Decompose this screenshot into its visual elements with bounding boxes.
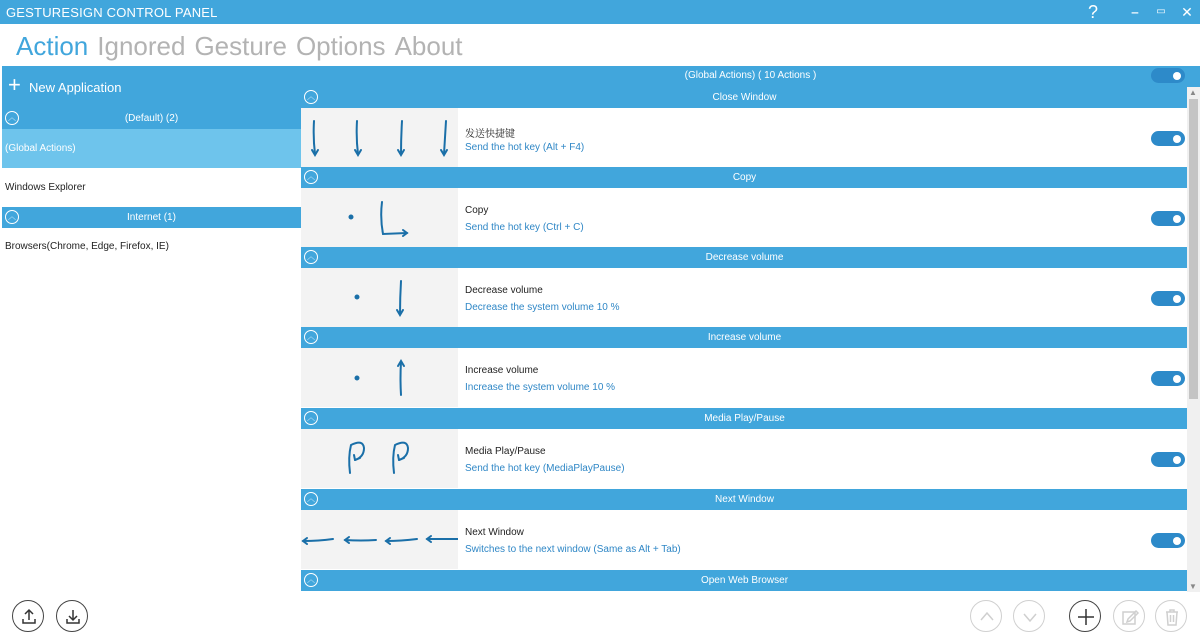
app-item-global-actions[interactable]: (Global Actions) [2, 129, 301, 168]
close-button[interactable]: ✕ [1181, 4, 1193, 20]
action-description: Send the hot key (Ctrl + C) [465, 222, 584, 233]
action-row[interactable] [301, 510, 1188, 569]
export-button[interactable] [12, 600, 44, 632]
gesture-title: Next Window [715, 494, 774, 505]
action-description: Decrease the system volume 10 % [465, 302, 620, 313]
tab-ignored[interactable]: Ignored [97, 31, 186, 61]
actions-panel [301, 66, 1200, 592]
add-action-button[interactable] [1069, 600, 1101, 632]
action-name: Next Window [465, 527, 524, 538]
tab-about[interactable]: About [394, 31, 463, 61]
collapse-chevron-icon[interactable]: ︿ [304, 170, 318, 184]
new-application-button[interactable] [2, 66, 301, 108]
toggle-knob [1173, 72, 1181, 80]
gesture-title: Copy [732, 172, 757, 183]
vertical-scrollbar[interactable] [1187, 87, 1200, 592]
collapse-chevron-icon[interactable]: ︿ [304, 250, 318, 264]
action-enable-toggle[interactable] [1151, 371, 1185, 386]
actions-header [301, 66, 1200, 87]
toggle-knob [1173, 537, 1181, 545]
app-group-header-internet [2, 207, 301, 228]
toggle-knob [1173, 215, 1181, 223]
app-group-header-default [2, 108, 301, 129]
app-item-windows-explorer[interactable]: Windows Explorer [5, 182, 86, 193]
tab-action[interactable]: Action [16, 31, 89, 61]
gesture-header [301, 247, 1188, 268]
app-item-browsers[interactable]: Browsers(Chrome, Edge, Firefox, IE) [5, 241, 169, 252]
toggle-knob [1173, 295, 1181, 303]
action-name: Increase volume [465, 365, 539, 376]
dot-down-stroke-gesture-icon [301, 268, 458, 327]
maximize-button[interactable]: ▭ [1156, 6, 1166, 17]
import-button[interactable] [56, 600, 88, 632]
add-icon [1070, 601, 1102, 633]
gesture-title: Close Window [712, 92, 777, 103]
collapse-chevron-icon[interactable]: ︿ [304, 492, 318, 506]
action-description: Send the hot key (MediaPlayPause) [465, 463, 625, 474]
two-p-shape-gesture-icon [301, 429, 458, 488]
edit-action-button[interactable] [1113, 600, 1145, 632]
action-row[interactable] [301, 188, 1188, 247]
action-description: Switches to the next window (Same as Alt + Tab) [465, 544, 681, 555]
scroll-up-arrow-icon[interactable]: ▲ [1189, 88, 1197, 97]
main-tabs [16, 30, 463, 62]
app-group-title: (Default) (2) [124, 113, 179, 124]
minimize-button[interactable]: ‒ [1131, 5, 1139, 19]
gesture-header [301, 489, 1188, 510]
gesture-header [301, 408, 1188, 429]
toggle-knob [1173, 375, 1181, 383]
actions-list [301, 87, 1188, 592]
delete-action-button[interactable] [1155, 600, 1187, 632]
export-icon [13, 601, 45, 633]
action-name: Decrease volume [465, 285, 543, 296]
action-row[interactable] [301, 108, 1188, 167]
action-row[interactable] [301, 268, 1188, 327]
tab-gesture[interactable]: Gesture [194, 31, 287, 61]
four-left-strokes-gesture-icon [301, 510, 458, 569]
collapse-chevron-icon[interactable]: ︿ [5, 111, 19, 125]
gesture-header [301, 167, 1188, 188]
collapse-chevron-icon[interactable]: ︿ [304, 330, 318, 344]
action-enable-toggle[interactable] [1151, 452, 1185, 467]
edit-icon [1114, 601, 1146, 633]
move-down-button[interactable] [1013, 600, 1045, 632]
toggle-knob [1173, 456, 1181, 464]
window-title: GESTURESIGN CONTROL PANEL [6, 5, 218, 20]
collapse-chevron-icon[interactable]: ︿ [304, 573, 318, 587]
action-enable-toggle[interactable] [1151, 131, 1185, 146]
collapse-chevron-icon[interactable]: ︿ [304, 90, 318, 104]
action-description: Send the hot key (Alt + F4) [465, 142, 585, 153]
move-up-icon [971, 601, 1003, 633]
plus-icon: + [8, 72, 21, 97]
collapse-chevron-icon[interactable]: ︿ [5, 210, 19, 224]
gesture-title: Media Play/Pause [704, 413, 785, 424]
gesture-title: Increase volume [707, 332, 782, 343]
gesture-header [301, 87, 1188, 108]
actions-header-title: (Global Actions) ( 10 Actions ) [684, 70, 817, 81]
four-down-strokes-gesture-icon [301, 108, 458, 167]
dot-l-shape-gesture-icon [301, 188, 458, 247]
scroll-down-arrow-icon[interactable]: ▼ [1189, 582, 1197, 591]
gesture-header [301, 327, 1188, 348]
app-group-title: Internet (1) [127, 212, 176, 223]
action-name: 发送快捷键 [465, 129, 515, 140]
dot-up-stroke-gesture-icon [301, 348, 458, 407]
application-list-panel [0, 66, 301, 596]
gesture-title: Open Web Browser [700, 575, 789, 586]
action-name: Copy [465, 205, 489, 216]
action-row[interactable] [301, 429, 1188, 488]
action-description: Increase the system volume 10 % [465, 382, 616, 393]
gesture-title: Decrease volume [705, 252, 784, 263]
tab-options[interactable]: Options [295, 31, 386, 61]
delete-icon [1156, 601, 1188, 633]
gesture-header [301, 570, 1188, 591]
new-application-label: New Application [29, 80, 122, 95]
action-row[interactable] [301, 348, 1188, 407]
toggle-knob [1173, 135, 1181, 143]
action-enable-toggle[interactable] [1151, 291, 1185, 306]
move-down-icon [1014, 601, 1046, 633]
collapse-chevron-icon[interactable]: ︿ [304, 411, 318, 425]
move-up-button[interactable] [970, 600, 1002, 632]
action-enable-toggle[interactable] [1151, 211, 1185, 226]
title-bar [0, 0, 1200, 24]
action-enable-toggle[interactable] [1151, 533, 1185, 548]
import-icon [57, 601, 89, 633]
help-button[interactable]: ? [1087, 2, 1098, 22]
scroll-thumb[interactable] [1189, 99, 1198, 399]
global-enable-toggle[interactable] [1151, 68, 1185, 83]
action-name: Media Play/Pause [465, 446, 546, 457]
